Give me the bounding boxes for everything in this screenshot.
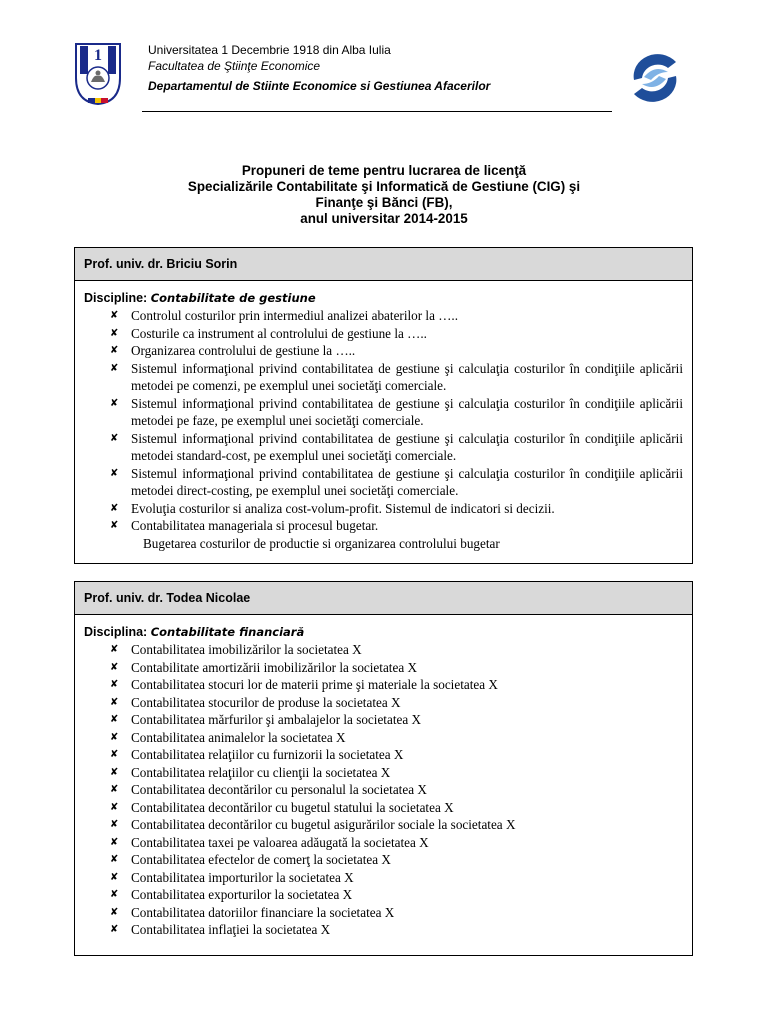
list-item bbox=[84, 395, 683, 430]
professor-section-briciu bbox=[74, 247, 693, 564]
cross-bullet-icon: ✘ bbox=[110, 924, 119, 935]
list-item bbox=[84, 746, 683, 764]
list-item bbox=[84, 500, 683, 518]
list-item bbox=[84, 816, 683, 834]
title-line-3: Finanţe şi Bănci (FB), bbox=[315, 195, 453, 210]
title-line-4: anul universitar 2014-2015 bbox=[300, 211, 468, 226]
list-item bbox=[84, 869, 683, 887]
list-item bbox=[84, 360, 683, 395]
cross-bullet-icon: ✘ bbox=[110, 696, 119, 708]
list-item-text: Contabilitatea decontărilor cu bugetul asigurărilor sociale la societatea X bbox=[131, 817, 516, 832]
list-item bbox=[84, 764, 683, 782]
cross-bullet-icon: ✘ bbox=[110, 520, 119, 531]
department-name: Departamentul de Stiinte Economice si Gestiunea Afacerilor bbox=[148, 79, 491, 93]
list-item bbox=[84, 886, 683, 904]
list-item bbox=[84, 834, 683, 852]
list-item-text: Contabilitatea relaţiilor cu clienţii la societatea X bbox=[131, 764, 391, 780]
cross-bullet-icon: ✘ bbox=[110, 906, 119, 918]
list-item-continuation: Bugetarea costurilor de productie si organizarea controlului bugetar bbox=[143, 535, 500, 551]
cross-bullet-icon: ✘ bbox=[110, 819, 119, 830]
list-item-text: Contabilitatea mărfurilor şi ambalajelor la societatea X bbox=[131, 712, 422, 727]
list-item-text: Contabilitatea inflaţiei la societatea X bbox=[131, 922, 331, 937]
faculty-logo bbox=[624, 50, 686, 106]
cross-bullet-icon: ✘ bbox=[110, 836, 119, 848]
list-item bbox=[84, 517, 683, 535]
list-item bbox=[84, 659, 683, 677]
cross-bullet-icon: ✘ bbox=[110, 749, 119, 760]
list-item-text: Organizarea controlului de gestiune la ….. bbox=[131, 343, 356, 358]
list-item-text: Contabilitate amortizării imobilizărilor la societatea X bbox=[131, 659, 417, 675]
discipline-name: Contabilitate de gestiune bbox=[150, 291, 316, 305]
cross-bullet-icon: ✘ bbox=[110, 644, 119, 655]
list-item-text: Sistemul informaţional privind contabilitatea de gestiune şi calculaţia costurilor în condiţiile aplicării metodei pe faze, pe exemplul unei societăţi comerciale. bbox=[131, 395, 683, 428]
cross-bullet-icon: ✘ bbox=[110, 784, 119, 795]
cross-bullet-icon: ✘ bbox=[110, 854, 119, 865]
university-name: Universitatea 1 Decembrie 1918 din Alba Iulia bbox=[148, 43, 391, 57]
list-item-text: Contabilitatea taxei pe valoarea adăugată la societatea X bbox=[131, 834, 429, 850]
list-item bbox=[84, 729, 683, 747]
list-item bbox=[84, 921, 683, 939]
list-item-text: Contabilitatea stocurilor de produse la societatea X bbox=[131, 694, 401, 710]
list-item-text: Contabilitatea decontărilor cu bugetul statului la societatea X bbox=[131, 799, 454, 815]
list-item bbox=[84, 307, 683, 325]
list-item-text: Evoluţia costurilor si analiza cost-volum-profit. Sistemul de indicatori si decizii. bbox=[131, 500, 555, 516]
list-item-text: Contabilitatea imobilizărilor la societatea X bbox=[131, 642, 362, 657]
list-item-text: Contabilitatea manageriala si procesul bugetar. bbox=[131, 518, 379, 533]
list-item bbox=[84, 342, 683, 360]
professor-section-todea bbox=[74, 581, 693, 956]
discipline-name: Contabilitate financiară bbox=[150, 625, 305, 639]
header-divider bbox=[142, 111, 612, 112]
discipline-heading bbox=[84, 624, 683, 641]
list-item-text: Sistemul informaţional privind contabilitatea de gestiune şi calculaţia costurilor în condiţiile aplicării metodei standard-cost, pe exemplul unei societăţi comerciale. bbox=[131, 430, 683, 463]
list-item-text: Costurile ca instrument al controlului de gestiune la ….. bbox=[131, 325, 427, 341]
cross-bullet-icon: ✘ bbox=[110, 661, 119, 673]
discipline-heading bbox=[84, 290, 683, 307]
cross-bullet-icon: ✘ bbox=[110, 714, 119, 725]
list-item-text: Sistemul informaţional privind contabilitatea de gestiune şi calculaţia costurilor în condiţiile aplicării metodei pe comenzi, pe exemplul unei societăţi comerciale. bbox=[131, 360, 683, 393]
letterhead bbox=[148, 43, 490, 95]
list-item bbox=[84, 325, 683, 343]
list-item bbox=[84, 711, 683, 729]
list-item bbox=[84, 641, 683, 659]
university-logo bbox=[74, 42, 122, 106]
cross-bullet-icon: ✘ bbox=[110, 362, 119, 374]
professor-name: Prof. univ. dr. Todea Nicolae bbox=[75, 582, 692, 615]
cross-bullet-icon: ✘ bbox=[110, 467, 119, 479]
list-item bbox=[84, 430, 683, 465]
list-item bbox=[84, 799, 683, 817]
title-line-2: Specializările Contabilitate şi Informatică de Gestiune (CIG) şi bbox=[187, 179, 581, 194]
list-item-text: Controlul costurilor prin intermediul analizei abaterilor la ….. bbox=[131, 308, 459, 323]
cross-bullet-icon: ✘ bbox=[110, 871, 119, 883]
list-item bbox=[84, 851, 683, 869]
cross-bullet-icon: ✘ bbox=[110, 502, 119, 514]
list-item bbox=[84, 904, 683, 922]
cross-bullet-icon: ✘ bbox=[110, 679, 119, 690]
list-item-text: Contabilitatea efectelor de comerţ la societatea X bbox=[131, 852, 391, 867]
cross-bullet-icon: ✘ bbox=[110, 889, 119, 900]
list-item-text: Contabilitatea relaţiilor cu furnizorii la societatea X bbox=[131, 747, 404, 762]
cross-bullet-icon: ✘ bbox=[110, 731, 119, 743]
list-item bbox=[84, 781, 683, 799]
discipline-label: Disciplina: bbox=[84, 625, 148, 639]
topic-list bbox=[84, 641, 683, 939]
professor-name: Prof. univ. dr. Briciu Sorin bbox=[75, 248, 692, 281]
list-item-text: Contabilitatea stocuri lor de materii prime şi materiale la societatea X bbox=[131, 677, 498, 692]
list-item-text: Contabilitatea animalelor la societatea X bbox=[131, 729, 346, 745]
topic-list bbox=[84, 307, 683, 535]
cross-bullet-icon: ✘ bbox=[110, 766, 119, 778]
cross-bullet-icon: ✘ bbox=[110, 397, 119, 409]
title-line-1: Propuneri de teme pentru lucrarea de licenţă bbox=[241, 163, 527, 178]
list-item-text: Sistemul informaţional privind contabilitatea de gestiune şi calculaţia costurilor în condiţiile aplicării metodei direct-costing, pe exemplul unei societăţi comerciale. bbox=[131, 465, 683, 498]
cross-bullet-icon: ✘ bbox=[110, 345, 119, 356]
cross-bullet-icon: ✘ bbox=[110, 310, 119, 321]
list-item bbox=[84, 465, 683, 500]
discipline-label: Discipline: bbox=[84, 291, 148, 305]
list-item-text: Contabilitatea decontărilor cu personalul la societatea X bbox=[131, 782, 427, 797]
cross-bullet-icon: ✘ bbox=[110, 432, 119, 444]
document-title bbox=[0, 163, 768, 227]
list-item-text: Contabilitatea exporturilor la societatea X bbox=[131, 887, 353, 902]
list-item bbox=[84, 694, 683, 712]
cross-bullet-icon: ✘ bbox=[110, 801, 119, 813]
svg-text:1: 1 bbox=[94, 47, 102, 64]
faculty-name: Facultatea de Ştiinţe Economice bbox=[148, 58, 321, 73]
list-item bbox=[84, 676, 683, 694]
list-item-text: Contabilitatea importurilor la societatea X bbox=[131, 869, 354, 885]
cross-bullet-icon: ✘ bbox=[110, 327, 119, 339]
list-item-text: Contabilitatea datoriilor financiare la societatea X bbox=[131, 904, 395, 920]
